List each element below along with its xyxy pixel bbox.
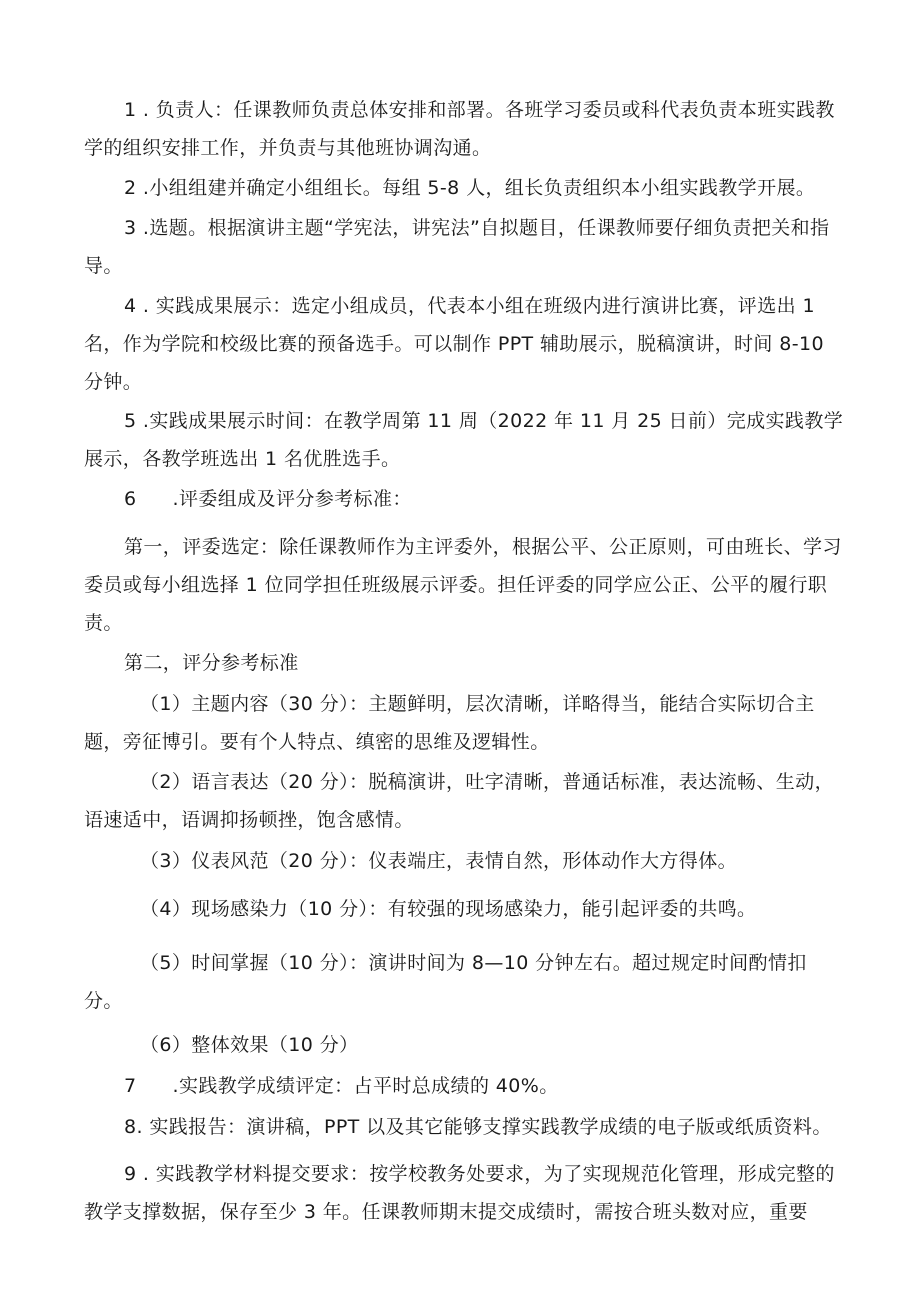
item-6-number: 6 — [124, 488, 137, 510]
item-7-text: .实践教学成绩评定：占平时总成绩的 40%。 — [172, 1075, 559, 1097]
judges-paragraph: 第一，评委选定：除任课教师作为主评委外，根据公平、公正原则，可由班长、学习委员或每小组选择 1 位同学担任班级展示评委。担任评委的同学应公正、公平的履行职责。 — [84, 536, 842, 634]
item-6-text: .评委组成及评分参考标准： — [172, 488, 412, 510]
criterion-3: （3）仪表风范（20 分）：仪表端庄，表情自然，形体动作大方得体。 — [140, 850, 738, 872]
criterion-1: （1）主题内容（30 分）：主题鲜明，层次清晰，详略得当，能结合实际切合主题，旁征博引。要有个人特点、缜密的思维及逻辑性。 — [84, 693, 815, 753]
criterion-5: （5）时间掌握（10 分）：演讲时间为 8—10 分钟左右。超过规定时间酌情扣分。 — [84, 952, 807, 1012]
item-3: 3 .选题。根据演讲主题“学宪法，讲宪法”自拟题目，任课教师要仔细负责把关和指导。 — [84, 217, 830, 277]
criterion-6: （6）整体效果（10 分） — [140, 1034, 359, 1056]
criterion-2: （2）语言表达（20 分）：脱稿演讲，吐字清晰，普通话标准，表达流畅、生动，语速适中，语调抑扬顿挫，饱含感情。 — [84, 771, 835, 831]
criteria-title: 第二，评分参考标准 — [124, 652, 299, 674]
item-9: 9 . 实践教学材料提交要求：按学校教务处要求，为了实现规范化管理，形成完整的教学支撑数据，保存至少 3 年。任课教师期末提交成绩时，需按合班头数对应，重要 — [84, 1163, 835, 1223]
item-4: 4 . 实践成果展示：选定小组成员，代表本小组在班级内进行演讲比赛，评选出 1 名，作为学院和校级比赛的预备选手。可以制作 PPT 辅助展示，脱稿演讲，时间 8-10 分钟。 — [84, 295, 824, 393]
criterion-4: （4）现场感染力（10 分）：有较强的现场感染力，能引起评委的共鸣。 — [140, 898, 757, 920]
item-6 — [84, 480, 844, 518]
item-2: 2 .小组组建并确定小组组长。每组 5-8 人，组长负责组织本小组实践教学开展。 — [124, 177, 816, 199]
item-5: 5 .实践成果展示时间：在教学周第 11 周（2022 年 11 月 25 日前）完成实践教学展示，各教学班选出 1 名优胜选手。 — [84, 410, 844, 470]
item-7-number: 7 — [124, 1075, 137, 1097]
item-1: 1 . 负责人：任课教师负责总体安排和部署。各班学习委员或科代表负责本班实践教学的组织安排工作，并负责与其他班协调沟通。 — [84, 99, 835, 159]
item-8: 8. 实践报告：演讲稿，PPT 以及其它能够支撑实践教学成绩的电子版或纸质资料。 — [124, 1116, 832, 1138]
item-7 — [84, 1067, 844, 1105]
